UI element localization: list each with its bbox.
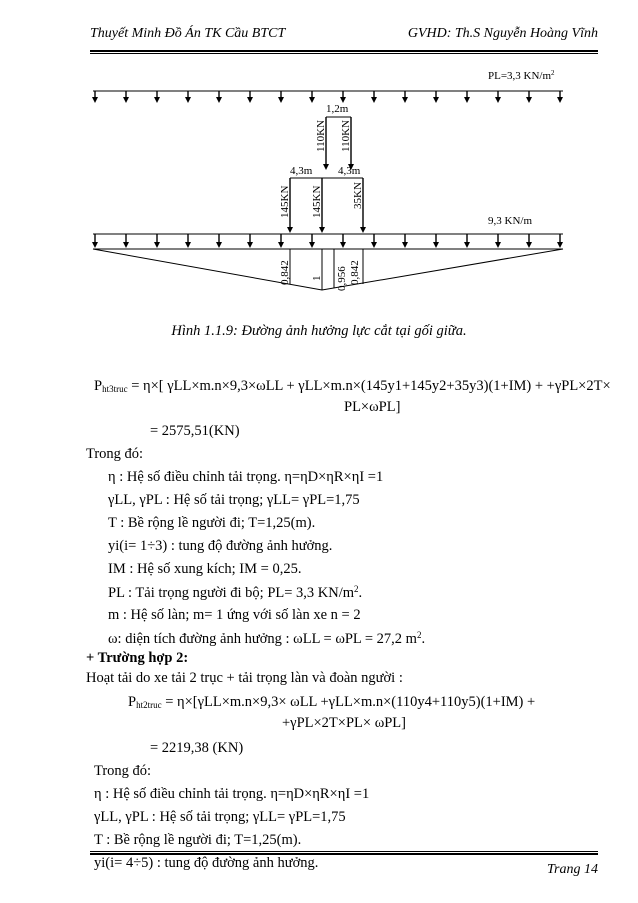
- lane-load-arrow-head: [92, 242, 98, 248]
- pl-load-arrow-head: [557, 97, 563, 103]
- definition-2-gamma: γLL, γPL : Hệ số tải trọng; γLL= γPL=1,75: [94, 809, 346, 825]
- lane-load-arrows: [92, 234, 563, 248]
- lane-load-arrow-head: [495, 242, 501, 248]
- lane-load-arrow-head: [185, 242, 191, 248]
- page-number: Trang 14: [547, 862, 598, 877]
- definition-eta: η : Hệ số điều chỉnh tải trọng. η=ηD×ηR×ηI =1: [108, 469, 384, 485]
- lane-load-arrow-head: [123, 242, 129, 248]
- truck-load-3: 35KN: [352, 182, 364, 209]
- equation-2-line-2: +γPL×2T×PL× ωPL]: [282, 715, 406, 731]
- equation-2-result: = 2219,38 (KN): [150, 740, 244, 756]
- definition-2-y: yi(i= 4÷5) : tung độ đường ảnh hưởng.: [94, 855, 319, 871]
- lane-load-arrow-head: [340, 242, 346, 248]
- tandem-load-2: 110KN: [340, 120, 352, 152]
- definition-y: yi(i= 1÷3) : tung độ đường ảnh hưởng.: [108, 538, 333, 554]
- pl-label: PL=3,3 $KN/m^2$: [488, 69, 555, 82]
- pl-load-arrow-head: [123, 97, 129, 103]
- pl-load-arrow-head: [402, 97, 408, 103]
- pl-load-arrow-head: [154, 97, 160, 103]
- pl-load-arrow-head: [371, 97, 377, 103]
- spacing-top-label: 1,2m: [326, 103, 349, 115]
- pl-load-arrow-head: [185, 97, 191, 103]
- lane-load-arrow-head: [309, 242, 315, 248]
- pl-load-arrow-head: [216, 97, 222, 103]
- influence-line-shape: [93, 249, 563, 290]
- lane-load-arrow-head: [402, 242, 408, 248]
- lane-load-arrow-head: [278, 242, 284, 248]
- lane-label: 9,3 KN/m: [488, 215, 532, 227]
- ordinate-label-2: 1: [311, 275, 323, 281]
- footer-rule: [90, 853, 598, 855]
- header-right: GVHD: Th.S Nguyễn Hoàng Vĩnh: [407, 26, 598, 41]
- truck-axle-arrow-head: [360, 227, 366, 233]
- truck-axle-arrow-head: [319, 227, 325, 233]
- pl-load-arrow-head: [433, 97, 439, 103]
- definition-t: T : Bề rộng lề người đi; T=1,25(m).: [108, 515, 316, 531]
- lane-load-arrow-head: [216, 242, 222, 248]
- pl-load-arrow-head: [526, 97, 532, 103]
- lane-load-arrow-head: [526, 242, 532, 248]
- lane-load-arrow-head: [371, 242, 377, 248]
- lane-load-arrow-head: [154, 242, 160, 248]
- lane-load-arrow-head: [247, 242, 253, 248]
- definition-gamma: γLL, γPL : Hệ số tải trọng; γLL= γPL=1,75: [108, 492, 360, 508]
- where-label-2: Trong đó:: [94, 763, 152, 779]
- figure-caption: Hình 1.1.9: Đường ảnh hưởng lực cắt tại gối giữa.: [171, 323, 467, 339]
- pl-load-arrow-head: [464, 97, 470, 103]
- equation-1-line-2: PL×ωPL]: [344, 399, 401, 415]
- definition-2-eta: η : Hệ số điều chỉnh tải trọng. η=ηD×ηR×ηI =1: [94, 786, 370, 802]
- pl-load-arrow-head: [92, 97, 98, 103]
- ordinate-label-3: 0,956: [336, 266, 348, 291]
- lane-load-arrow-head: [433, 242, 439, 248]
- ordinate-label-1: 0,842: [279, 260, 291, 285]
- pl-load-arrows: [92, 91, 563, 103]
- equation-1-line-1: $P_{ht3truc} = \eta\times$[ γLL×m.n×9,3×ωLL + γLL×m.n×(145y1+145y2+35y3)(1+IM) + +γPL×2T×: [94, 378, 611, 394]
- pl-load-arrow-head: [278, 97, 284, 103]
- definition-pl: PL : Tải trọng người đi bộ; PL= 3,3 $KN/m^2$.: [108, 584, 363, 601]
- case-2-description: Hoạt tải do xe tải 2 trục + tải trọng làn và đoàn người :: [86, 670, 403, 686]
- pl-load-arrow-head: [495, 97, 501, 103]
- definition-2-t: T : Bề rộng lề người đi; T=1,25(m).: [94, 832, 302, 848]
- tandem-axle-arrow-head: [323, 164, 329, 170]
- case-2-title: + Trường hợp 2:: [86, 650, 189, 666]
- equation-1-result: = 2575,51(KN): [150, 423, 240, 439]
- definition-omega: ω: diện tích đường ảnh hưởng : ωLL = ωPL = 27,2 $m^2$.: [108, 630, 426, 647]
- tandem-load-1: 110KN: [315, 120, 327, 152]
- ordinate-label-4: 0,842: [349, 260, 361, 285]
- definition-m: m : Hệ số làn; m= 1 ứng với số làn xe n = 2: [108, 607, 361, 623]
- pl-load-arrow-head: [309, 97, 315, 103]
- footer-rule-thin: [90, 851, 598, 852]
- spacing-left-label: 4,3m: [290, 165, 313, 177]
- where-label-1: Trong đó:: [86, 446, 144, 462]
- truck-load-1: 145KN: [279, 185, 291, 218]
- lane-load-arrow-head: [464, 242, 470, 248]
- influence-line-diagram: [0, 0, 638, 310]
- equation-2-line-1: $P_{ht2truc} = \eta\times[\gamma LL\times m.n\times 9,3\times \omega LL +\gamma LL\times m.n\times(110y4+110y5)(1+IM)$ +: [128, 694, 536, 710]
- header-left: Thuyết Minh Đồ Án TK Cầu BTCT: [90, 26, 286, 41]
- truck-axle-arrow-head: [287, 227, 293, 233]
- pl-load-arrow-head: [247, 97, 253, 103]
- lane-load-arrow-head: [557, 242, 563, 248]
- truck-load-2: 145KN: [311, 185, 323, 218]
- definition-im: IM : Hệ số xung kích; IM = 0,25.: [108, 561, 302, 577]
- spacing-right-label: 4,3m: [338, 165, 361, 177]
